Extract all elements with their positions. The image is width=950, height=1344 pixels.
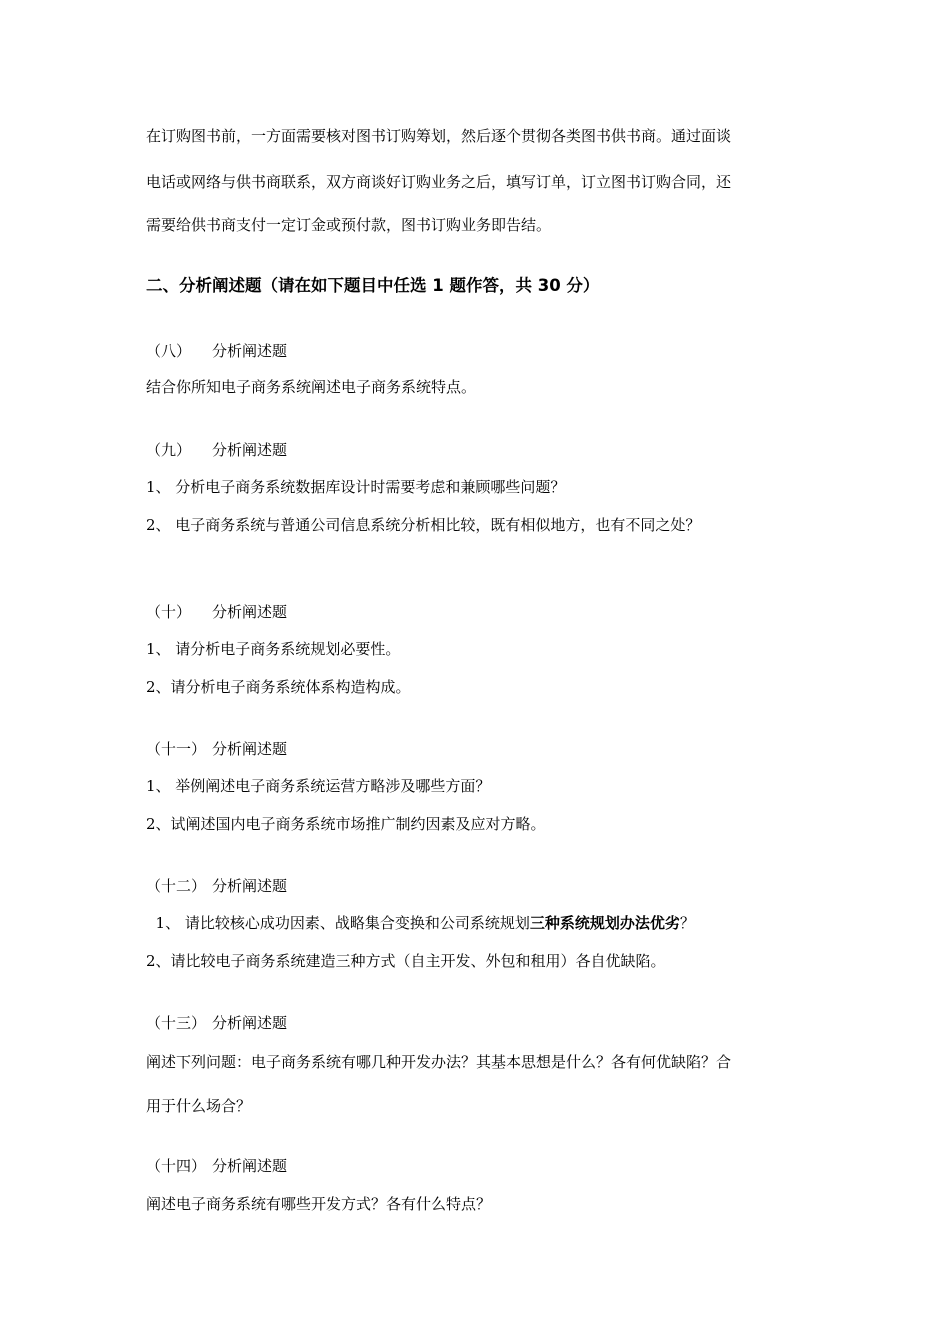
question-title: 分析阐述题 — [212, 1014, 288, 1032]
question-item: 2、 电子商务系统与普通公司信息系统分析相比较，既有相似地方，也有不同之处？ — [146, 516, 701, 534]
question-title: 分析阐述题 — [212, 740, 288, 758]
question-item: 1、 举例阐述电子商务系统运营方略涉及哪些方面？ — [146, 777, 491, 795]
question-title: 分析阐述题 — [212, 342, 288, 360]
question-header — [146, 601, 287, 623]
question-header — [146, 1012, 287, 1034]
question-number: （十） — [146, 603, 192, 621]
question-item: 2、请分析电子商务系统体系构造构成。 — [146, 678, 411, 696]
question-number: （十三） — [146, 1014, 207, 1032]
question-item: 1、 请分析电子商务系统规划必要性。 — [146, 640, 401, 658]
question-item: 用于什么场合？ — [146, 1097, 252, 1115]
question-title: 分析阐述题 — [212, 1157, 288, 1175]
question-header — [146, 1155, 287, 1177]
question-number: （十一） — [146, 740, 207, 758]
question-item-emphasis: 三种系统规划办法优劣 — [529, 914, 680, 932]
question-title: 分析阐述题 — [212, 877, 288, 895]
question-number: （十四） — [146, 1157, 207, 1175]
question-header — [146, 439, 287, 461]
section-heading: 二、分析阐述题（请在如下题目中任选 1 题作答，共 30 分） — [146, 276, 600, 295]
question-header — [146, 738, 287, 760]
question-title: 分析阐述题 — [212, 441, 288, 459]
question-item: 1、 分析电子商务系统数据库设计时需要考虑和兼顾哪些问题？ — [146, 478, 566, 496]
question-header — [146, 875, 287, 897]
question-item: 阐述下列问题：电子商务系统有哪几种开发办法？其基本思想是什么？各有何优缺陷？合 — [146, 1053, 732, 1071]
question-header — [146, 340, 287, 362]
question-item — [146, 912, 695, 934]
intro-line-3: 需要给供书商支付一定订金或预付款，图书订购业务即告结。 — [146, 216, 552, 234]
question-number: （九） — [146, 441, 192, 459]
question-number: （八） — [146, 342, 192, 360]
question-item: 2、试阐述国内电子商务系统市场推广制约因素及应对方略。 — [146, 815, 546, 833]
intro-line-2: 电话或网络与供书商联系，双方商谈好订购业务之后，填写订单，订立图书订购合同，还 — [146, 173, 732, 191]
intro-line-1: 在订购图书前，一方面需要核对图书订购筹划，然后逐个贯彻各类图书供书商。通过面谈 — [146, 127, 732, 145]
question-number: （十二） — [146, 877, 207, 895]
question-item: 2、请比较电子商务系统建造三种方式（自主开发、外包和租用）各自优缺陷。 — [146, 952, 666, 970]
question-item-text: ？ — [679, 914, 695, 932]
question-item-text: 1、 请比较核心成功因素、战略集合变换和公司系统规划 — [146, 914, 530, 932]
question-title: 分析阐述题 — [212, 603, 288, 621]
question-item: 结合你所知电子商务系统阐述电子商务系统特点。 — [146, 378, 477, 396]
question-item: 阐述电子商务系统有哪些开发方式？各有什么特点？ — [146, 1195, 492, 1213]
